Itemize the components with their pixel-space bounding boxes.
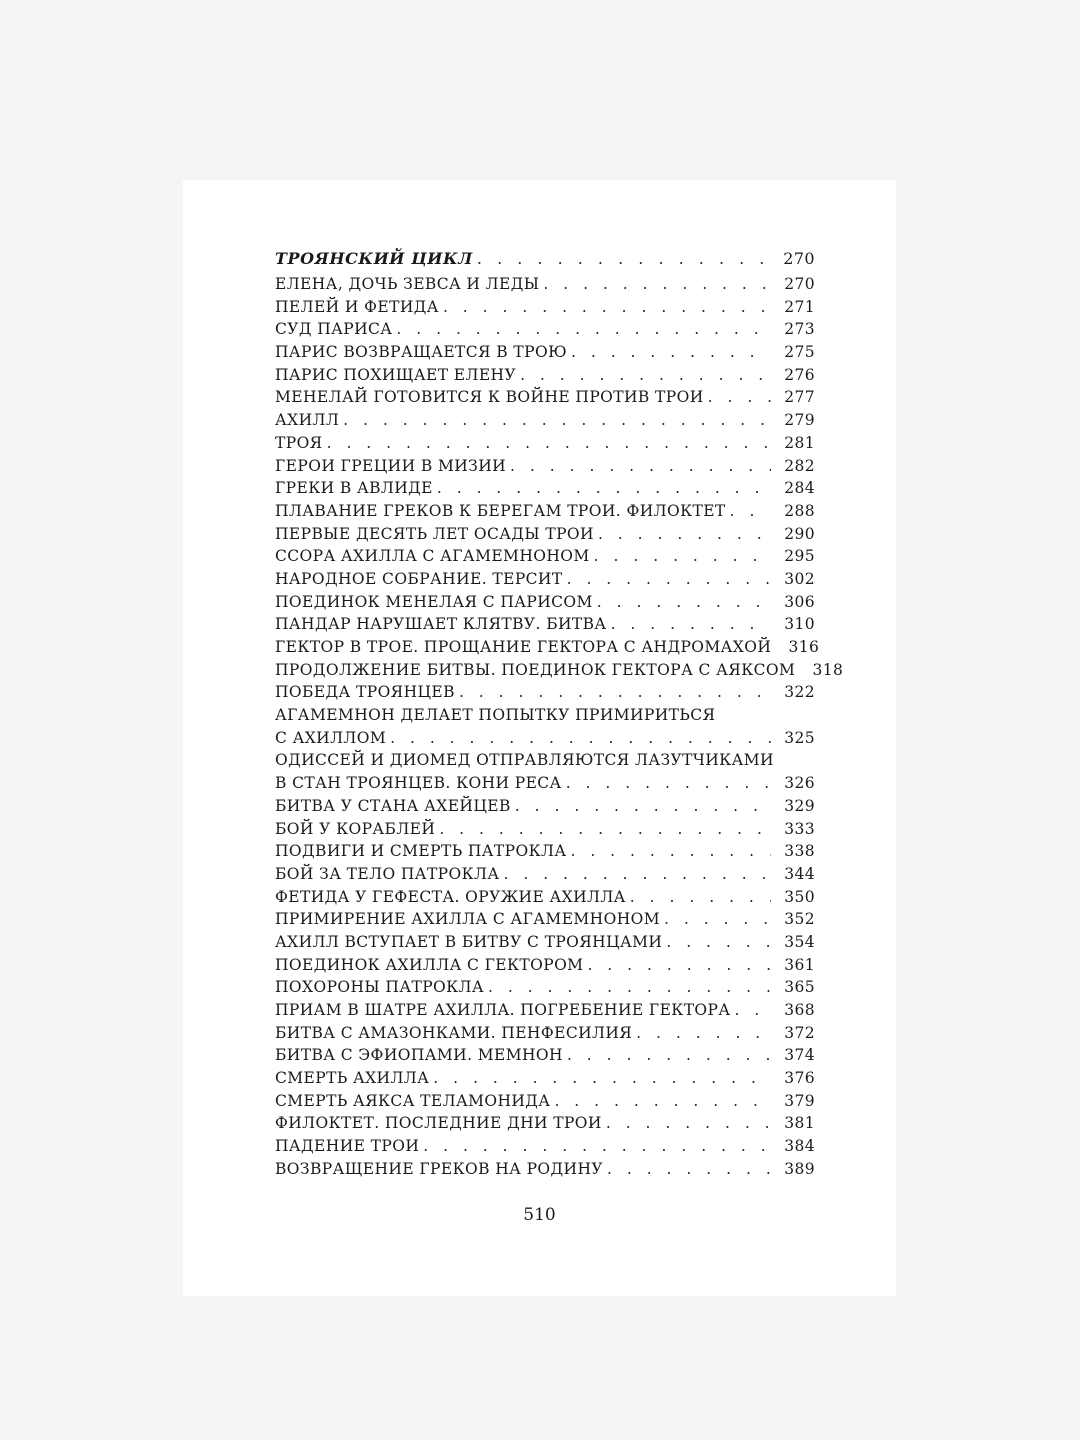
toc-entry-title: МЕНЕЛАЙ ГОТОВИТСЯ К ВОЙНЕ ПРОТИВ ТРОИ <box>275 388 704 407</box>
toc-entry[interactable] <box>275 795 815 818</box>
toc-entry-title: БОЙ ЗА ТЕЛО ПАТРОКЛА <box>275 864 500 883</box>
toc-entry-page-number: 374 <box>784 1046 815 1065</box>
toc-entry-title: ССОРА АХИЛЛА С АГАМЕМНОНОМ <box>275 547 590 566</box>
toc-entry-page-number: 275 <box>784 343 815 362</box>
toc-entry-title: БОЙ У КОРАБЛЕЙ <box>275 819 436 838</box>
toc-entry-page-number: 284 <box>784 479 815 498</box>
toc-entry[interactable] <box>275 1022 815 1045</box>
toc-entry-title: ГЕРОИ ГРЕЦИИ В МИЗИИ <box>275 456 507 475</box>
toc-entry[interactable] <box>275 976 815 999</box>
toc-entry[interactable] <box>275 681 815 704</box>
toc-entry-page-number: 271 <box>784 297 815 316</box>
toc-entry[interactable] <box>275 455 815 478</box>
toc-entry[interactable] <box>275 545 815 568</box>
toc-entry-title: ПЕЛЕЙ И ФЕТИДА <box>275 297 439 316</box>
toc-entry-page-number: 376 <box>784 1069 815 1088</box>
toc-entry[interactable] <box>275 1112 815 1135</box>
dot-leader <box>437 477 771 500</box>
toc-entry[interactable] <box>275 409 815 432</box>
dot-leader <box>587 954 771 977</box>
toc-entry[interactable] <box>275 477 815 500</box>
dot-leader <box>343 409 771 432</box>
toc-entry[interactable] <box>275 364 815 387</box>
dot-leader <box>390 727 771 750</box>
toc-entry-title: ФИЛОКТЕТ. ПОСЛЕДНИЕ ДНИ ТРОИ <box>275 1114 602 1133</box>
toc-entry[interactable] <box>275 273 815 296</box>
toc-entry[interactable] <box>275 931 815 954</box>
toc-entry-title: ВОЗВРАЩЕНИЕ ГРЕКОВ НА РОДИНУ <box>275 1159 603 1178</box>
toc-entry-title: ПОБЕДА ТРОЯНЦЕВ <box>275 683 455 702</box>
dot-leader <box>543 273 771 296</box>
dot-leader <box>520 364 771 387</box>
toc-entry-title: БИТВА У СТАНА АХЕЙЦЕВ <box>275 796 511 815</box>
toc-entry[interactable] <box>275 772 815 795</box>
toc-entry-page-number: 326 <box>784 774 815 793</box>
toc-entry-page-number: 344 <box>784 864 815 883</box>
toc-entry-title: НАРОДНОЕ СОБРАНИЕ. ТЕРСИТ <box>275 569 563 588</box>
toc-entry-page-number: 318 <box>812 660 844 679</box>
toc-entry-page-number: 384 <box>784 1137 815 1156</box>
dot-leader <box>666 931 771 954</box>
toc-entry-page-number: 316 <box>788 638 820 656</box>
toc-entry[interactable] <box>275 296 815 319</box>
section-title: ТРОЯНСКИЙ ЦИКЛ <box>275 249 473 268</box>
dot-leader <box>735 999 771 1022</box>
toc-entry[interactable] <box>275 1044 815 1067</box>
dot-leader <box>433 1067 771 1090</box>
toc-entry-title: ПЕРВЫЕ ДЕСЯТЬ ЛЕТ ОСАДЫ ТРОИ <box>275 524 594 543</box>
toc-entry-title: С АХИЛЛОМ <box>275 728 387 747</box>
toc-entry-title: БИТВА С ЭФИОПАМИ. МЕМНОН <box>275 1046 563 1065</box>
dot-leader <box>477 245 771 273</box>
dot-leader <box>570 840 771 863</box>
toc-entry-page-number: 322 <box>784 683 815 702</box>
toc-entry[interactable] <box>275 863 815 886</box>
toc-entry-first-line: АГАМЕМНОН ДЕЛАЕТ ПОПЫТКУ ПРИМИРИТЬСЯ <box>275 706 716 725</box>
toc-entry-page-number: 372 <box>784 1023 815 1042</box>
toc-entry[interactable] <box>275 1090 815 1113</box>
toc-entry-page-number: 325 <box>784 728 815 747</box>
toc-entry-page-number: 352 <box>784 910 815 929</box>
dot-leader <box>567 568 771 591</box>
toc-entry-page-number: 273 <box>784 320 815 339</box>
toc-entry-page-number: 365 <box>784 978 815 997</box>
toc-entry[interactable] <box>275 341 815 364</box>
toc-entry-title: ПАДЕНИЕ ТРОИ <box>275 1137 420 1156</box>
toc-entry-page-number: 276 <box>784 365 815 384</box>
toc-entry[interactable] <box>275 999 815 1022</box>
toc-entry-page-number: 295 <box>784 547 815 566</box>
toc-entry-page-number: 329 <box>784 796 815 815</box>
toc-entry-title: ПРИМИРЕНИЕ АХИЛЛА С АГАМЕМНОНОМ <box>275 910 660 929</box>
toc-entry-title: ПАРИС ВОЗВРАЩАЕТСЯ В ТРОЮ <box>275 343 567 362</box>
toc-entry-title: ПРИАМ В ШАТРЕ АХИЛЛА. ПОГРЕБЕНИЕ ГЕКТОРА <box>275 1001 731 1019</box>
dot-leader <box>607 1158 771 1181</box>
toc-entry[interactable] <box>275 523 815 546</box>
toc-entry-title: ГРЕКИ В АВЛИДЕ <box>275 479 433 498</box>
toc-entry-title: СМЕРТЬ АХИЛЛА <box>275 1069 430 1088</box>
toc-entry-page-number: 361 <box>784 955 815 974</box>
toc-entry-page-number: 368 <box>784 1001 815 1019</box>
toc-entry-title: ПАРИС ПОХИЩАЕТ ЕЛЕНУ <box>275 365 517 384</box>
toc-entry-title: БИТВА С АМАЗОНКАМИ. ПЕНФЕСИЛИЯ <box>275 1023 633 1042</box>
toc-entry-page-number: 338 <box>784 842 815 861</box>
toc-entry-page-number: 389 <box>784 1159 815 1178</box>
toc-entry-title: ПОЕДИНОК МЕНЕЛАЯ С ПАРИСОМ <box>275 592 593 611</box>
toc-entry-page-number: 381 <box>784 1114 815 1133</box>
toc-entry-page-number: 310 <box>784 615 815 634</box>
dot-leader <box>571 341 771 364</box>
dot-leader <box>611 613 771 636</box>
toc-entry-title: ПОЕДИНОК АХИЛЛА С ГЕКТОРОМ <box>275 955 584 974</box>
toc-entry[interactable] <box>275 908 815 931</box>
toc-entries <box>275 273 844 1181</box>
toc-entry[interactable] <box>275 659 844 682</box>
toc-entry-title: ЕЛЕНА, ДОЧЬ ЗЕВСА И ЛЕДЫ <box>275 275 540 293</box>
table-of-contents <box>275 245 844 1181</box>
dot-leader <box>594 545 771 568</box>
toc-entry-title: ПРОДОЛЖЕНИЕ БИТВЫ. ПОЕДИНОК ГЕКТОРА С АЯКСОМ <box>275 660 796 679</box>
dot-leader <box>459 681 771 704</box>
toc-entry-page-number: 281 <box>784 433 815 452</box>
dot-leader <box>597 591 771 614</box>
toc-entry[interactable] <box>275 636 820 659</box>
toc-entry-title: ТРОЯ <box>275 433 323 452</box>
dot-leader <box>423 1135 771 1158</box>
dot-leader <box>443 296 771 319</box>
book-page <box>183 180 896 1296</box>
toc-entry-title: В СТАН ТРОЯНЦЕВ. КОНИ РЕСА <box>275 774 562 793</box>
dot-leader <box>488 976 771 999</box>
toc-entry-title: АХИЛЛ <box>275 411 340 430</box>
toc-entry-page-number: 350 <box>784 887 815 906</box>
dot-leader <box>730 500 771 523</box>
toc-entry-first-line: ОДИССЕЙ И ДИОМЕД ОТПРАВЛЯЮТСЯ ЛАЗУТЧИКАМИ <box>275 751 774 770</box>
dot-leader <box>327 432 771 455</box>
dot-leader <box>566 772 771 795</box>
toc-entry-title: СУД ПАРИСА <box>275 320 393 339</box>
dot-leader <box>664 908 771 931</box>
toc-entry[interactable] <box>275 818 815 841</box>
section-page-number: 270 <box>783 249 815 268</box>
toc-entry-page-number: 279 <box>784 411 815 430</box>
toc-entry[interactable] <box>275 1067 815 1090</box>
toc-entry-page-number: 277 <box>784 388 815 407</box>
toc-entry-title: ПАНДАР НАРУШАЕТ КЛЯТВУ. БИТВА <box>275 615 607 634</box>
toc-entry[interactable] <box>275 727 815 750</box>
toc-entry[interactable] <box>275 500 815 523</box>
toc-entry[interactable] <box>275 886 815 909</box>
toc-entry[interactable] <box>275 432 815 455</box>
toc-entry[interactable] <box>275 568 815 591</box>
dot-leader <box>515 795 771 818</box>
toc-entry-title: СМЕРТЬ АЯКСА ТЕЛАМОНИДА <box>275 1091 551 1110</box>
toc-entry[interactable] <box>275 318 815 341</box>
toc-entry-page-number: 302 <box>784 569 815 588</box>
dot-leader <box>606 1112 771 1135</box>
dot-leader <box>708 386 771 409</box>
page-number: 510 <box>523 1205 556 1225</box>
toc-entry[interactable] <box>275 591 815 614</box>
dot-leader <box>598 523 771 546</box>
toc-entry-title: ГЕКТОР В ТРОЕ. ПРОЩАНИЕ ГЕКТОРА С АНДРОМАХОЙ <box>275 638 772 656</box>
toc-entry[interactable] <box>275 954 815 977</box>
toc-entry-title: ПОХОРОНЫ ПАТРОКЛА <box>275 978 484 997</box>
toc-entry-page-number: 270 <box>784 275 815 293</box>
toc-entry-page-number: 290 <box>784 524 815 543</box>
dot-leader <box>396 318 771 341</box>
toc-entry[interactable] <box>275 840 815 863</box>
toc-entry[interactable] <box>275 613 815 636</box>
dot-leader <box>554 1090 771 1113</box>
dot-leader <box>630 886 771 909</box>
dot-leader <box>439 818 771 841</box>
toc-entry-title: ФЕТИДА У ГЕФЕСТА. ОРУЖИЕ АХИЛЛА <box>275 887 626 906</box>
toc-entry[interactable] <box>275 1135 815 1158</box>
toc-entry-title: ПЛАВАНИЕ ГРЕКОВ К БЕРЕГАМ ТРОИ. ФИЛОКТЕТ <box>275 501 726 520</box>
toc-entry-title: АХИЛЛ ВСТУПАЕТ В БИТВУ С ТРОЯНЦАМИ <box>275 932 663 951</box>
toc-entry-title: ПОДВИГИ И СМЕРТЬ ПАТРОКЛА <box>275 842 567 861</box>
toc-entry-page-number: 288 <box>784 501 815 520</box>
dot-leader <box>636 1022 771 1045</box>
toc-entry-page-number: 354 <box>784 932 815 951</box>
dot-leader <box>504 863 772 886</box>
toc-entry-page-number: 306 <box>784 592 815 611</box>
toc-entry-page-number: 333 <box>784 819 815 838</box>
toc-entry-page-number: 282 <box>784 456 815 475</box>
toc-entry[interactable] <box>275 386 815 409</box>
toc-section-heading <box>275 245 815 273</box>
toc-entry[interactable] <box>275 1158 815 1181</box>
dot-leader <box>567 1044 771 1067</box>
dot-leader <box>510 455 771 478</box>
toc-entry-page-number: 379 <box>784 1091 815 1110</box>
